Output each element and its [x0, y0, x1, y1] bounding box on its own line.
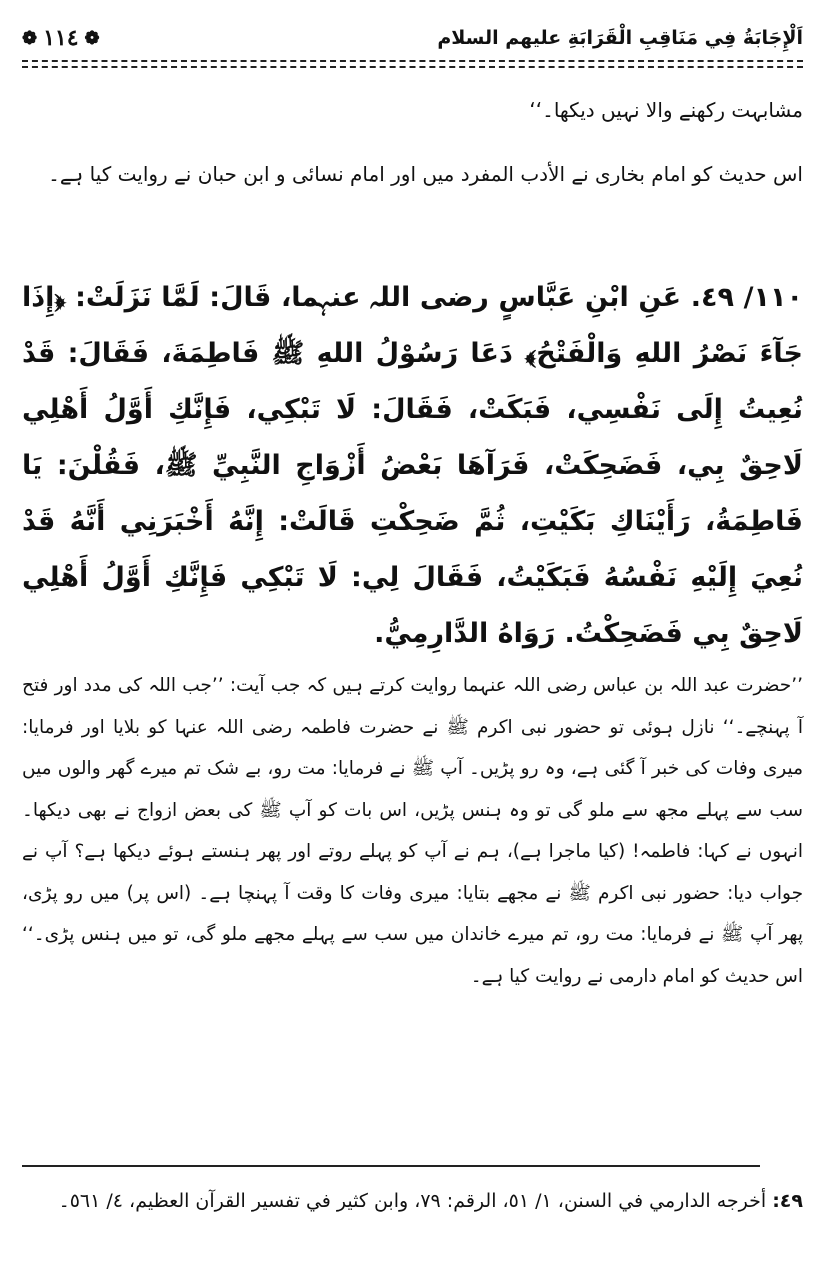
footnote — [22, 1180, 803, 1222]
footnote-divider — [22, 1165, 760, 1167]
footnote-number: ٤٩: — [772, 1190, 803, 1212]
urdu-translation: ’’حضرت عبد اللہ بن عباس رضی اللہ عنہما روایت کرتے ہیں کہ جب آیت: ’’جب اللہ کی مدد اور فتح آ پہنچے۔‘‘ نازل ہوئی تو حضور نبی اکرم ﷺ نے حضرت فاطمہ رضی اللہ عنہا کو بلایا اور فرمایا: میری وفات کی خبر آ گئی ہے، وہ رو پڑیں۔ آپ ﷺ نے فرمایا: مت رو، بے شک تم میرے گھر والوں میں سب سے پہلے مجھ سے ملو گی تو وہ ہنس پڑیں، اس بات کو آپ ﷺ کی بعض ازواج نے بھی دیکھا۔ انہوں نے کہا: فاطمہ! (کیا ماجرا ہے)، ہم نے آپ کو پہلے روتے اور پھر ہنستے ہوئے دیکھا ہے؟ آپ نے جواب دیا: حضور نبی اکرم ﷺ نے مجھے بتایا: میری وفات کا وقت آ پہنچا ہے۔ (اس پر) میں رو پڑی، پھر آپ ﷺ نے فرمایا: مت رو، تم میرے خاندان میں سب سے پہلے مجھے ملو گی، تو میں ہنس پڑی۔‘‘ اس حدیث کو امام دارمی نے روایت کیا ہے۔ — [22, 675, 803, 987]
page-number-block — [22, 25, 100, 51]
right-ornament-icon: ❁ — [84, 27, 100, 49]
header-divider — [22, 60, 803, 62]
hadith-arabic — [22, 270, 803, 662]
left-ornament-icon: ❁ — [22, 27, 38, 49]
header-divider-2 — [22, 66, 803, 68]
footnote-text: أخرجه الدارمي في السنن، ١/ ٥١، الرقم: ٧٩، وابن كثير في تفسير القرآن العظيم، ٤/ ٥٦١۔ — [58, 1190, 767, 1212]
page-number: ١١٤ — [43, 25, 79, 51]
book-title: اَلْإِجَابَةُ فِي مَنَاقِبِ الْقَرَابَةِ عليهم السلام — [437, 27, 803, 49]
attribution-paragraph: اس حدیث کو امام بخاری نے الأدب المفرد میں اور امام نسائی و ابن حبان نے روایت کیا ہے۔ — [48, 162, 803, 186]
page-header — [22, 18, 803, 58]
hadith-number: ١١٠/ ٤٩. — [690, 282, 803, 313]
hadith-text: عَنِ ابْنِ عَبَّاسٍ رضی اللہ عنہما، قَالَ: لَمَّا نَزَلَتْ: ﴿إِذَا جَآءَ نَصْرُ اللهِ وَالْفَتْحُ﴾ دَعَا رَسُوْلُ اللهِ ﷺ فَاطِمَةَ، فَقَالَ: قَدْ نُعِيتُ إِلَى نَفْسِي، فَبَكَتْ، فَقَالَ: لَا تَبْكِي، فَإِنَّكِ أَوَّلُ أَهْلِي لَاحِقٌ بِي، فَضَحِكَتْ، فَرَآهَا بَعْضُ أَزْوَاجِ النَّبِيِّ ﷺ، فَقُلْنَ: يَا فَاطِمَةُ، رَأَيْنَاكِ بَكَيْتِ، ثُمَّ ضَحِكْتِ قَالَتْ: إِنَّهُ أَخْبَرَنِي أَنَّهُ قَدْ نُعِيَ إِلَيْهِ نَفْسُهُ فَبَكَيْتُ، فَقَالَ لِي: لَا تَبْكِي فَإِنَّكِ أَوَّلُ أَهْلِي لَاحِقٌ بِي فَضَحِكْتُ. رَوَاهُ الدَّارِمِيُّ. — [22, 282, 803, 649]
continuation-text: مشابہت رکھنے والا نہیں دیکھا۔‘‘ — [529, 98, 803, 122]
